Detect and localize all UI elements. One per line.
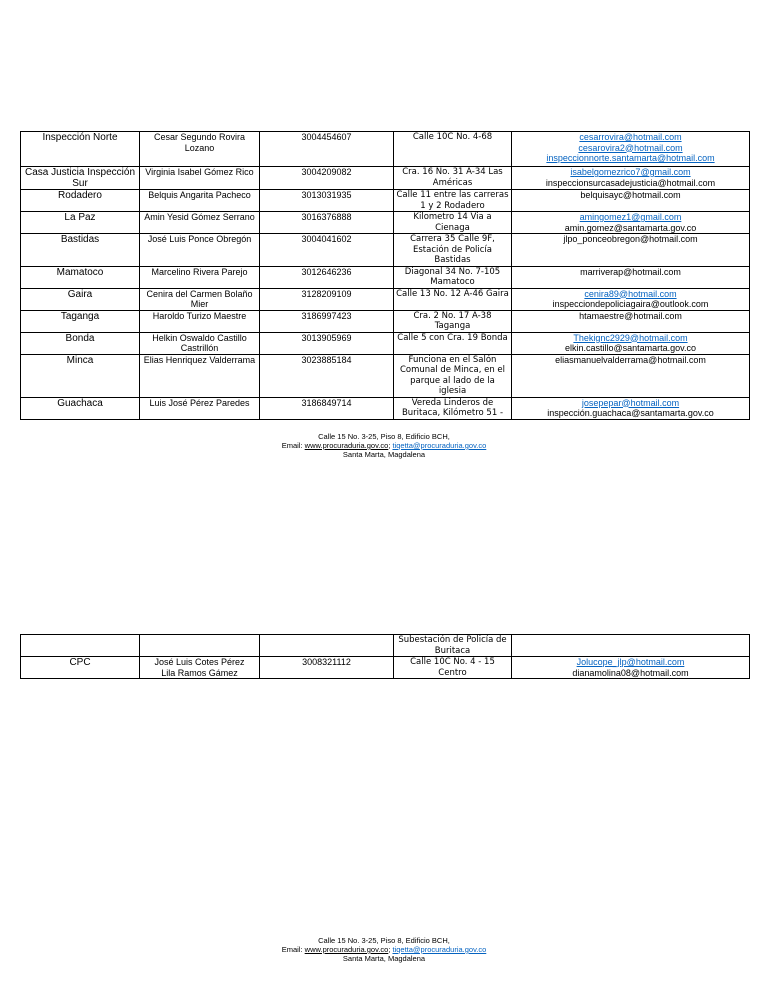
phone-cell: 3012646236	[260, 266, 394, 288]
person-cell: Helkin Oswaldo Castillo Castrillón	[140, 332, 260, 354]
table-row	[21, 310, 750, 332]
phone-cell: 3186997423	[260, 310, 394, 332]
address-cell: Calle 13 No. 12 A-46 Gaira	[394, 288, 512, 310]
name-cell: La Paz	[21, 212, 140, 234]
email-text: inspección.guachaca@santamarta.gov.co	[547, 408, 714, 418]
table-row	[21, 266, 750, 288]
email-text: jlpo_ponceobregon@hotmail.com	[563, 234, 698, 244]
phone-cell: 3023885184	[260, 354, 394, 397]
phone-cell: 3004454607	[260, 132, 394, 167]
name-cell: Inspección Norte	[21, 132, 140, 167]
email-text: eliasmanuelvalderrama@hotmail.com	[555, 354, 706, 365]
email-cell	[512, 332, 750, 354]
name-cell: Casa Justicia Inspección Sur	[21, 167, 140, 190]
email-cell	[512, 288, 750, 310]
page-footer	[0, 432, 768, 459]
address-cell: Calle 5 con Cra. 19 Bonda	[394, 332, 512, 354]
page-footer-2	[0, 936, 768, 963]
footer-contact: Email: www.procuraduria.gov.co; tiqetta@procuraduria.gov.co	[281, 441, 487, 450]
email-text: belquisayc@hotmail.com	[580, 190, 681, 200]
name-cell: Mamatoco	[21, 266, 140, 288]
name-cell: Guachaca	[21, 397, 140, 419]
email-text: amin.gomez@santamarta.gov.co	[564, 222, 697, 233]
person-cell: Amin Yesid Gómez Serrano	[140, 212, 260, 234]
phone-cell: 3186849714	[260, 397, 394, 419]
email-text: inspecciondepoliciagaira@outlook.com	[552, 299, 709, 309]
address-cell: Subestación de Policía de Buritaca	[394, 635, 512, 657]
email-cell	[512, 234, 750, 267]
person-cell: Belquis Angarita Pacheco	[140, 190, 260, 212]
email-link[interactable]: cesarovira2@hotmail.com	[578, 142, 683, 153]
footer-site-link[interactable]: www.procuraduria.gov.co	[304, 945, 389, 954]
email-cell	[512, 132, 750, 167]
name-cell: Rodadero	[21, 190, 140, 212]
email-link[interactable]: cenira89@hotmail.com	[584, 288, 677, 299]
email-link[interactable]: isabelgomezrico7@gmail.com	[570, 167, 691, 177]
table-row	[21, 132, 750, 167]
phone-cell: 3013031935	[260, 190, 394, 212]
footer-city: Santa Marta, Magdalena	[342, 954, 426, 963]
email-cell	[512, 266, 750, 288]
name-cell: Gaira	[21, 288, 140, 310]
cpc-table	[20, 634, 750, 679]
table-row	[21, 167, 750, 190]
email-text: marriverap@hotmail.com	[580, 266, 681, 277]
phone-cell: 3128209109	[260, 288, 394, 310]
address-cell: Calle 10C No. 4 - 15 Centro	[394, 657, 512, 679]
email-cell	[512, 354, 750, 397]
phone-cell: 3008321112	[260, 657, 394, 679]
footer-site-link[interactable]: www.procuraduria.gov.co	[304, 441, 389, 450]
table-row	[21, 332, 750, 354]
person-cell: Elias Henriquez Valderrama	[140, 354, 260, 397]
footer-email-link[interactable]: tiqetta@procuraduria.gov.co	[392, 441, 487, 450]
person-cell: Haroldo Turizo Maestre	[140, 310, 260, 332]
email-cell	[512, 657, 750, 679]
person-cell: Cesar Segundo Rovira Lozano	[140, 132, 260, 167]
phone-cell: 3004041602	[260, 234, 394, 267]
address-cell: Calle 10C No. 4-68	[394, 132, 512, 167]
email-text: elkin.castillo@santamarta.gov.co	[564, 343, 697, 353]
address-cell: Vereda Linderos de Buritaca, Kilómetro 51 -	[394, 397, 512, 419]
email-link[interactable]: cesarrovira@hotmail.com	[579, 132, 682, 142]
name-cell: Minca	[21, 354, 140, 397]
address-cell: Carrera 35 Calle 9F, Estación de Policía Bastidas	[394, 234, 512, 267]
inspections-table	[20, 131, 750, 420]
footer-address: Calle 15 No. 3-25, Piso 8, Edificio BCH,	[318, 432, 450, 441]
footer-contact: Email: www.procuraduria.gov.co; tiqetta@procuraduria.gov.co	[281, 945, 487, 954]
person-cell: Marcelino Rivera Parejo	[140, 266, 260, 288]
email-link[interactable]: Thekignc2929@hotmail.com	[573, 332, 688, 343]
address-cell: Diagonal 34 No. 7-105 Mamatoco	[394, 266, 512, 288]
person-cell	[140, 635, 260, 657]
phone-cell: 3016376888	[260, 212, 394, 234]
address-cell: Kilometro 14 Via a Cienaga	[394, 212, 512, 234]
footer-email-link[interactable]: tiqetta@procuraduria.gov.co	[392, 945, 487, 954]
person-cell: José Luis Ponce Obregón	[140, 234, 260, 267]
footer-address: Calle 15 No. 3-25, Piso 8, Edificio BCH,	[318, 936, 450, 945]
table-row	[21, 635, 750, 657]
email-cell	[512, 310, 750, 332]
email-cell	[512, 167, 750, 190]
name-cell: CPC	[21, 657, 140, 679]
name-cell: Bonda	[21, 332, 140, 354]
person-cell: Cenira del Carmen Bolaño Mier	[140, 288, 260, 310]
email-cell	[512, 397, 750, 419]
table-row	[21, 190, 750, 212]
table-row	[21, 354, 750, 397]
name-cell	[21, 635, 140, 657]
phone-cell: 3004209082	[260, 167, 394, 190]
address-cell: Funciona en el Salón Comunal de Minca, en el parque al lado de la iglesia	[394, 354, 512, 397]
table-row	[21, 288, 750, 310]
person-cell: José Luis Cotes Pérez Lila Ramos Gámez	[140, 657, 260, 679]
email-cell	[512, 190, 750, 212]
phone-cell	[260, 635, 394, 657]
email-cell	[512, 635, 750, 657]
address-cell: Calle 11 entre las carreras 1 y 2 Rodadero	[394, 190, 512, 212]
table-row	[21, 234, 750, 267]
email-text: htamaestre@hotmail.com	[579, 310, 682, 321]
table-row	[21, 212, 750, 234]
email-link[interactable]: josepepar@hotmail.com	[581, 397, 680, 408]
email-cell	[512, 212, 750, 234]
person-cell: Luis José Pérez Paredes	[140, 397, 260, 419]
email-link[interactable]: Jolucope_jlp@hotmail.com	[576, 657, 685, 667]
name-cell: Taganga	[21, 310, 140, 332]
email-link[interactable]: inspeccionnorte.santamarta@hotmail.com	[546, 153, 715, 163]
name-cell: Bastidas	[21, 234, 140, 267]
phone-cell: 3013905969	[260, 332, 394, 354]
email-text: dianamolina08@hotmail.com	[572, 667, 689, 678]
address-cell: Cra. 2 No. 17 A-38 Taganga	[394, 310, 512, 332]
table-row	[21, 657, 750, 679]
address-cell: Cra. 16 No. 31 A-34 Las Américas	[394, 167, 512, 190]
footer-city: Santa Marta, Magdalena	[342, 450, 426, 459]
person-cell: Virginia Isabel Gómez Rico	[140, 167, 260, 190]
email-text: inspeccionsurcasadejusticia@hotmail.com	[545, 177, 716, 188]
email-link[interactable]: amingomez1@gmail.com	[579, 212, 682, 222]
table-row	[21, 397, 750, 419]
